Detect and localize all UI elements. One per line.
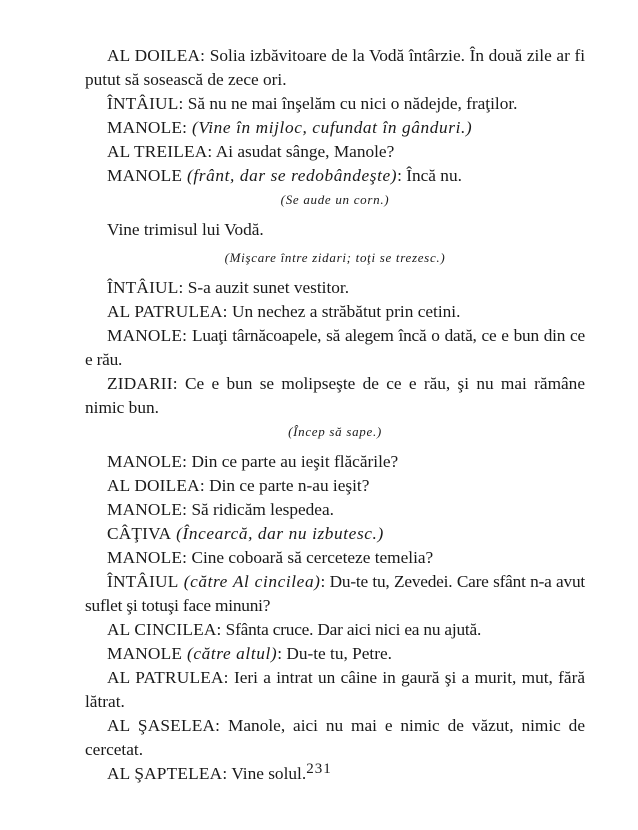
speaker-name: AL CINCILEA: — [107, 620, 222, 639]
dialogue-text: Manole, aici nu mai e nimic de văzut, nimic de cercetat. — [85, 716, 585, 759]
dialogue-line — [85, 570, 585, 618]
stage-direction: (către Al cincilea) — [178, 572, 321, 591]
dialogue-line — [85, 324, 585, 372]
dialogue-line — [85, 450, 585, 474]
dialogue-text: Ai asudat sânge, Manole? — [212, 142, 395, 161]
dialogue-line — [85, 714, 585, 762]
stage-direction: (frânt, dar se redobândeşte) — [182, 166, 398, 185]
stage-direction: (Încearcă, dar nu izbutesc.) — [171, 524, 384, 543]
dialogue-text: S-a auzit sunet vestitor. — [183, 278, 350, 297]
dialogue-line — [85, 498, 585, 522]
dialogue-line — [85, 642, 585, 666]
speaker-name: MANOLE — [107, 644, 183, 663]
dialogue-text: Luaţi târnăcoapele, să alegem încă o dată, ce e bun din ce e rău. — [85, 326, 585, 369]
speaker-name: AL ŞASELEA: — [107, 716, 221, 735]
stage-direction: (către altul) — [182, 644, 278, 663]
dialogue-text: Din ce parte n-au ieşit? — [204, 476, 370, 495]
dialogue-text: Să ridicăm lespedea. — [187, 500, 334, 519]
dialogue-text: Cine coboară să cerceteze temelia? — [187, 548, 434, 567]
dialogue-line — [85, 164, 585, 188]
page-number: 231 — [306, 761, 332, 777]
dialogue-line — [85, 116, 585, 140]
dialogue-line — [85, 92, 585, 116]
speaker-name: AL ŞAPTELEA: — [107, 764, 228, 783]
stage-direction-block: (Se aude un corn.) — [280, 192, 390, 207]
speaker-name: ÎNTÂIUL — [107, 572, 179, 591]
speaker-name: MANOLE: — [107, 326, 188, 345]
dialogue-line — [85, 522, 585, 546]
dialogue-text: : Încă nu. — [397, 166, 462, 185]
dialogue-text: Un nechez a străbătut prin cetini. — [227, 302, 461, 321]
dialogue-text: : Du-te tu, Zevedei. Care sfânt n-a avut suflet şi totuşi face minuni? — [85, 572, 586, 615]
speaker-name: CÂŢIVA — [107, 524, 172, 543]
dialogue-text: Sfânta cruce. Dar aici nici ea nu ajută. — [221, 620, 482, 639]
dialogue-text: Vine solul. — [227, 764, 307, 783]
speaker-name: ZIDARII: — [107, 374, 178, 393]
speaker-name: AL PATRULEA: — [107, 668, 229, 687]
dialogue-line — [85, 300, 585, 324]
speaker-name: AL DOILEA: — [107, 46, 206, 65]
speaker-name: MANOLE: — [107, 118, 188, 137]
stage-direction: (Vine în mijloc, cufundat în gânduri.) — [187, 118, 473, 137]
dialogue-line — [85, 666, 585, 714]
speaker-name: ÎNTÂIUL: — [107, 278, 184, 297]
dialogue-line: Vine trimisul lui Vodă. — [107, 220, 264, 239]
stage-direction-block: (Mişcare între zidari; toţi se trezesc.) — [224, 250, 446, 265]
dialogue-text: : Du-te tu, Petre. — [277, 644, 392, 663]
dialogue-line — [85, 372, 585, 420]
speaker-name: MANOLE: — [107, 500, 188, 519]
dialogue-line — [85, 546, 585, 570]
dialogue-line — [85, 44, 585, 92]
speaker-name: MANOLE: — [107, 548, 188, 567]
play-text — [85, 44, 585, 786]
dialogue-line — [85, 276, 585, 300]
speaker-name: AL TREILEA: — [107, 142, 213, 161]
dialogue-text: Solia izbăvitoare de la Vodă întârzie. În două zile ar fi putut să sosească de zece ori. — [85, 46, 586, 89]
dialogue-line — [85, 618, 585, 642]
dialogue-line — [85, 474, 585, 498]
dialogue-text: Să nu ne mai înşelăm cu nici o nădejde, fraţilor. — [183, 94, 518, 113]
dialogue-text: Ce e bun se molipseşte de ce e rău, şi nu mai rămâne nimic bun. — [85, 374, 585, 417]
speaker-name: AL DOILEA: — [107, 476, 205, 495]
speaker-name: MANOLE: — [107, 452, 188, 471]
stage-direction-block: (Încep să sape.) — [288, 424, 382, 439]
speaker-name: ÎNTÂIUL: — [107, 94, 184, 113]
dialogue-line — [85, 140, 585, 164]
dialogue-text: Din ce parte au ieşit flăcările? — [187, 452, 399, 471]
speaker-name: MANOLE — [107, 166, 183, 185]
speaker-name: AL PATRULEA: — [107, 302, 228, 321]
dialogue-text: Ieri a intrat un câine in gaură şi a murit, mut, fără lătrat. — [85, 668, 585, 711]
